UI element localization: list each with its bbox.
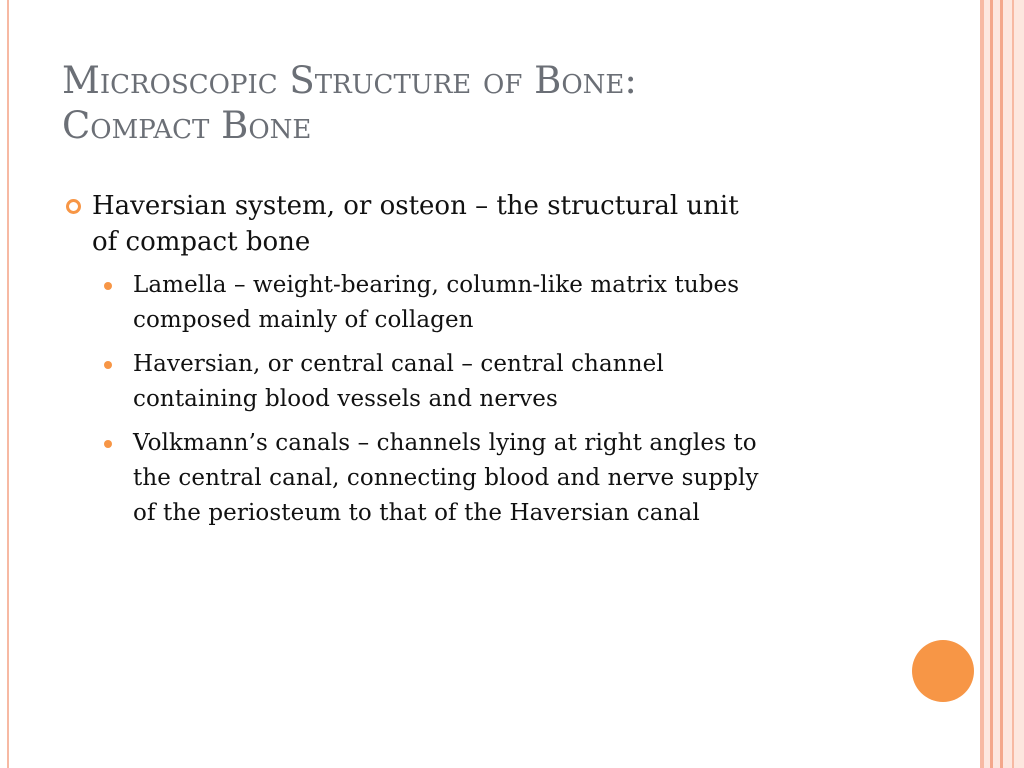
decor-circle-icon bbox=[912, 640, 974, 702]
main-bullet bbox=[62, 188, 882, 260]
sub-bullet-list bbox=[62, 268, 882, 531]
sub-bullet-line: Haversian, or central canal – central channel bbox=[133, 351, 664, 377]
slide-title-line-2: Compact Bone bbox=[62, 104, 312, 147]
slide-title bbox=[62, 58, 942, 148]
dot-bullet-icon bbox=[104, 361, 112, 369]
ring-bullet-icon bbox=[66, 199, 81, 214]
sub-bullet-haversian-canal bbox=[104, 347, 882, 417]
sub-bullet-line: the central canal, connecting blood and nerve supply bbox=[133, 465, 759, 491]
dot-bullet-icon bbox=[104, 282, 112, 290]
slide-title-line-1: Microscopic Structure of Bone: bbox=[62, 59, 637, 102]
main-bullet-line-2: of compact bone bbox=[92, 227, 311, 257]
sub-bullet-line: Lamella – weight-bearing, column-like matrix tubes bbox=[133, 272, 740, 298]
sub-bullet-lamella bbox=[104, 268, 882, 338]
sub-bullet-line: composed mainly of collagen bbox=[133, 307, 474, 333]
sub-bullet-line: Volkmann’s canals – channels lying at right angles to bbox=[133, 430, 757, 456]
decor-stripe bbox=[1012, 0, 1014, 768]
slide-content bbox=[62, 188, 882, 540]
main-bullet-line-1: Haversian system, or osteon – the structural unit bbox=[92, 191, 739, 221]
sub-bullet-line: of the periosteum to that of the Haversian canal bbox=[133, 500, 700, 526]
dot-bullet-icon bbox=[104, 440, 112, 448]
sub-bullet-line: containing blood vessels and nerves bbox=[133, 386, 558, 412]
decor-stripe bbox=[993, 0, 1000, 768]
sub-bullet-volkmann-canals bbox=[104, 426, 882, 531]
frame-line-left bbox=[7, 0, 9, 768]
